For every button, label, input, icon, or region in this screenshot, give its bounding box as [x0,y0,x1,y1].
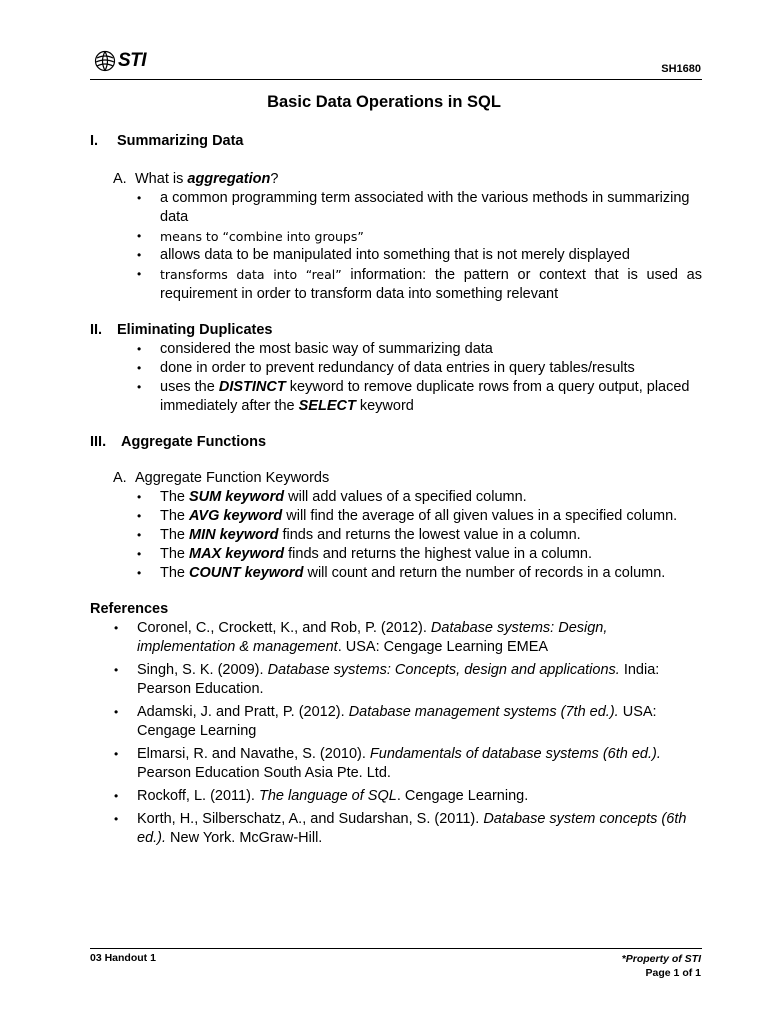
reference-item: • Coronel, C., Crockett, K., and Rob, P. (2012). Database systems: Design, implementation & management. USA: Cengage Learning EMEA [114,620,608,655]
section-number: I. [90,133,99,149]
document-body [90,132,702,848]
list-item: • The SUM keyword will add values of a specified column. [137,489,527,505]
logo-text: STI [118,50,147,71]
section-title: Aggregate Functions [121,434,267,450]
reference-item: • Adamski, J. and Pratt, P. (2012). Database management systems (7th ed.). USA: Cengage Learning [114,704,657,739]
reference-item: • Singh, S. K. (2009). Database systems: Concepts, design and applications. India: Pearson Education. [114,662,660,697]
aggregation-bullets [90,189,702,304]
references-heading: References [90,601,169,617]
list-item: • uses the DISTINCT keyword to remove duplicate rows from a query output, placed immediately after the SELECT keyword [137,379,690,414]
header-rule [90,79,702,80]
subsection-keywords [113,469,702,488]
section-number: II. [90,322,103,338]
section-title: Summarizing Data [117,133,244,149]
subsection-letter: A. [113,470,127,486]
section-title: Eliminating Duplicates [117,322,273,338]
list-item: • means to “combine into groups” [137,229,364,244]
section-number: III. [90,434,107,450]
reference-item: • Rockoff, L. (2011). The language of SQL. Cengage Learning. [114,788,529,804]
footer-handout-label: 03 Handout 1 [90,952,156,964]
footer-page-number: Page 1 of 1 [645,967,701,979]
duplicates-bullets [90,340,702,416]
list-item: • The COUNT keyword will count and return the number of records in a column. [137,565,666,581]
subsection-what-is-aggregation [113,170,702,189]
footer-right [622,952,701,980]
references-list [90,619,702,848]
footer-property: *Property of STI [621,953,701,965]
page-title: Basic Data Operations in SQL [267,93,501,111]
reference-item: • Elmarsi, R. and Navathe, S. (2010). Fundamentals of database systems (6th ed.). Pearson Education South Asia Pte. Ltd. [114,746,661,781]
section-heading-duplicates [90,321,702,340]
list-item: • The AVG keyword will find the average of all given values in a specified column. [137,508,678,524]
subsection-letter: A. [113,171,127,187]
sti-logo [94,50,146,72]
reference-item: • Korth, H., Silberschatz, A., and Sudarshan, S. (2011). Database system concepts (6th ed.). New York. McGraw-Hill. [114,811,687,846]
list-item: • a common programming term associated with the various methods in summarizing data [137,190,690,225]
section-heading-aggregate-functions [90,433,702,452]
list-item: • done in order to prevent redundancy of data entries in query tables/results [137,360,635,376]
globe-icon [94,50,116,72]
footer-rule [90,948,702,949]
list-item: • allows data to be manipulated into something that is not merely displayed [137,247,630,263]
list-item: • The MAX keyword finds and returns the highest value in a column. [137,546,593,562]
keyword-bullets [90,488,702,583]
document-code: SH1680 [661,63,701,75]
section-heading-summarizing [90,132,702,151]
list-item: • transforms data into “real” information: the pattern or context that is used as requirement in order to transform data into something relevant [137,267,702,302]
subsection-text: What is aggregation? [135,171,279,187]
list-item: • considered the most basic way of summarizing data [137,341,493,357]
list-item: • The MIN keyword finds and returns the lowest value in a column. [137,527,581,543]
subsection-text: Aggregate Function Keywords [135,470,330,486]
